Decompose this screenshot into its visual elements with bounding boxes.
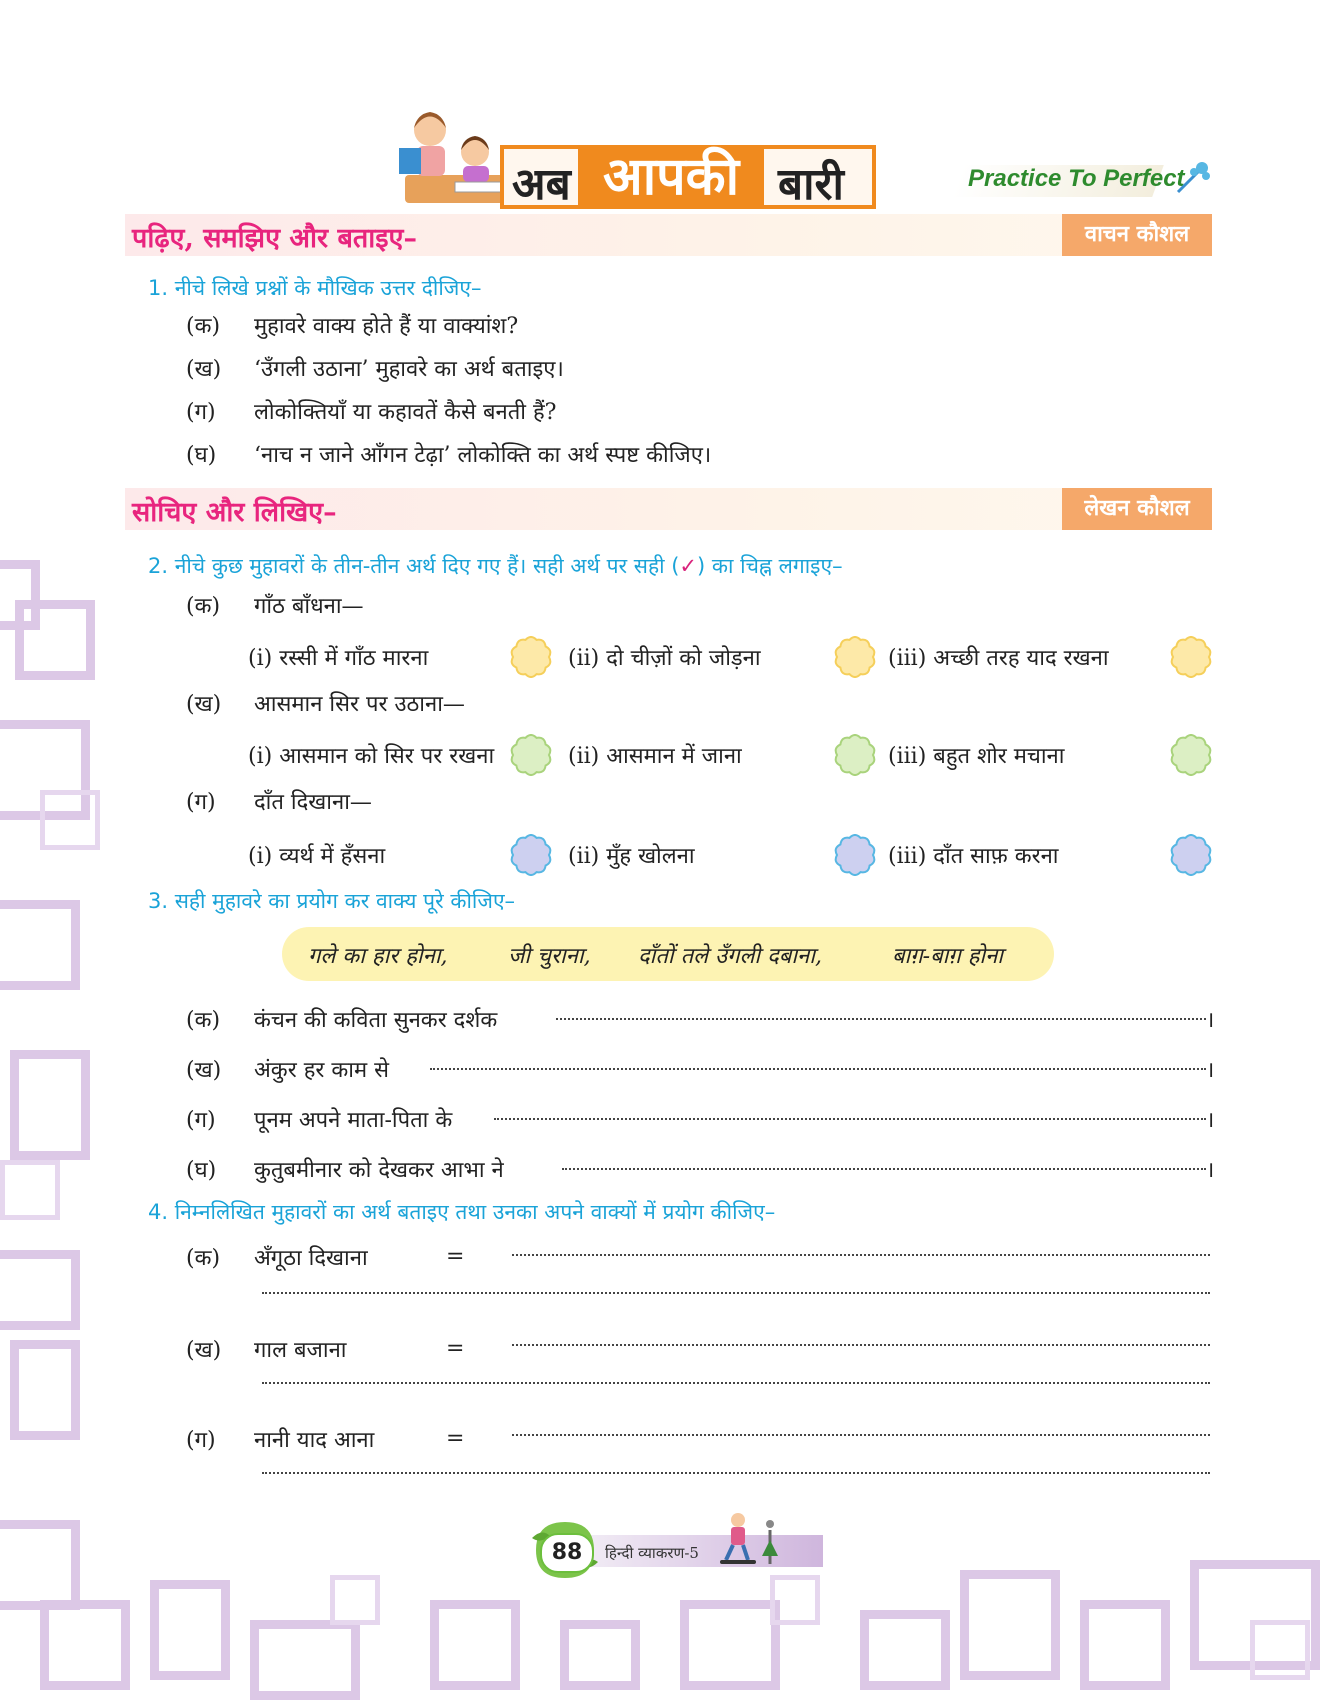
answer-line[interactable] — [512, 1434, 1210, 1436]
idiom-item: (ख) गाल बजाना — [186, 1338, 347, 1363]
tick-flower[interactable] — [510, 734, 552, 776]
tick-flower[interactable] — [510, 636, 552, 678]
option-text: (i) आसमान को सिर पर रखना — [248, 744, 495, 769]
phrase: जी चुराना, — [508, 944, 591, 969]
skill-tag: वाचन कौशल — [1062, 214, 1212, 256]
idiom-label: (ग) दाँत दिखाना— — [186, 790, 372, 815]
answer-line[interactable] — [262, 1472, 1210, 1474]
tick-flower[interactable] — [1170, 636, 1212, 678]
phrase: गले का हार होना, — [308, 944, 448, 969]
option-text: (ii) मुँह खोलना — [568, 844, 695, 869]
tick-flower[interactable] — [834, 636, 876, 678]
question-3-heading: 3. सही मुहावरे का प्रयोग कर वाक्य पूरे कीजिए– — [148, 889, 516, 913]
option-text: (i) रस्सी में गाँठ मारना — [248, 646, 429, 671]
purnaviram: । — [1206, 1158, 1215, 1183]
flower-icon — [1172, 158, 1212, 198]
title-prefix: अब — [512, 159, 571, 210]
book-title: हिन्दी व्याकरण-5 — [605, 1544, 699, 1562]
answer-line[interactable] — [494, 1118, 1206, 1120]
option-text: (iii) बहुत शोर मचाना — [888, 744, 1065, 769]
check-icon: ✓ — [679, 554, 698, 578]
title-suffix: बारी — [778, 159, 844, 210]
skater-icon — [718, 1510, 788, 1568]
question-item: (ख) ‘उँगली उठाना’ मुहावरे का अर्थ बताइए। — [186, 357, 564, 382]
idiom-label: (ख) आसमान सिर पर उठाना— — [186, 692, 465, 717]
phrase: दाँतों तले उँगली दबाना, — [638, 944, 822, 969]
question-item: (क) मुहावरे वाक्य होते हैं या वाक्यांश? — [186, 314, 519, 339]
equals-sign: = — [446, 1336, 465, 1361]
option-text: (i) व्यर्थ में हँसना — [248, 844, 386, 869]
option-text: (iii) दाँत साफ़ करना — [888, 844, 1059, 869]
children-illustration — [395, 100, 515, 210]
purnaviram: । — [1206, 1008, 1215, 1033]
tick-flower[interactable] — [510, 834, 552, 876]
tick-flower[interactable] — [1170, 834, 1212, 876]
idiom-item: (ग) नानी याद आना — [186, 1428, 375, 1453]
question-item: (घ) ‘नाच न जाने आँगन टेढ़ा’ लोकोक्ति का अर्थ स्पष्ट कीजिए। — [186, 443, 712, 468]
option-text: (ii) दो चीज़ों को जोड़ना — [568, 646, 761, 671]
answer-line[interactable] — [512, 1344, 1210, 1346]
tick-flower[interactable] — [834, 834, 876, 876]
idiom-label: (क) गाँठ बाँधना— — [186, 594, 364, 619]
idiom-item: (क) अँगूठा दिखाना — [186, 1246, 368, 1271]
page-number: 88 — [540, 1533, 594, 1573]
sentence-item: (ख) अंकुर हर काम से — [186, 1058, 389, 1083]
answer-line[interactable] — [262, 1292, 1210, 1294]
purnaviram: । — [1206, 1058, 1215, 1083]
question-item: (ग) लोकोक्तियाँ या कहावतें कैसे बनती हैं? — [186, 400, 557, 425]
question-4-heading: 4. निम्नलिखित मुहावरों का अर्थ बताइए तथा उनका अपने वाक्यों में प्रयोग कीजिए– — [148, 1200, 776, 1224]
equals-sign: = — [446, 1426, 465, 1451]
tick-flower[interactable] — [834, 734, 876, 776]
phrase: बाग़-बाग़ होना — [892, 944, 1004, 969]
tick-flower[interactable] — [1170, 734, 1212, 776]
sentence-item: (घ) कुतुबमीनार को देखकर आभा ने — [186, 1158, 504, 1183]
answer-line[interactable] — [562, 1168, 1206, 1170]
sentence-item: (क) कंचन की कविता सुनकर दर्शक — [186, 1008, 498, 1033]
question-2-heading: 2. नीचे कुछ मुहावरों के तीन-तीन अर्थ दिए गए हैं। सही अर्थ पर सही (✓) का चिह्न लगाइए– — [148, 554, 843, 578]
equals-sign: = — [446, 1244, 465, 1269]
option-text: (ii) आसमान में जाना — [568, 744, 742, 769]
sentence-item: (ग) पूनम अपने माता-पिता के — [186, 1108, 453, 1133]
answer-line[interactable] — [556, 1018, 1206, 1020]
skill-tag: लेखन कौशल — [1062, 488, 1212, 530]
question-1-heading: 1. नीचे लिखे प्रश्नों के मौखिक उत्तर दीजिए– — [148, 276, 482, 300]
answer-line[interactable] — [262, 1382, 1210, 1384]
option-text: (iii) अच्छी तरह याद रखना — [888, 646, 1109, 671]
section-title: पढ़िए, समझिए और बताइए– — [132, 223, 417, 254]
answer-line[interactable] — [512, 1254, 1210, 1256]
answer-line[interactable] — [430, 1068, 1206, 1070]
purnaviram: । — [1206, 1108, 1215, 1133]
title-main: आपकी — [578, 145, 764, 209]
tagline: Practice To Perfect — [968, 165, 1185, 192]
section-title: सोचिए और लिखिए– — [132, 497, 337, 528]
